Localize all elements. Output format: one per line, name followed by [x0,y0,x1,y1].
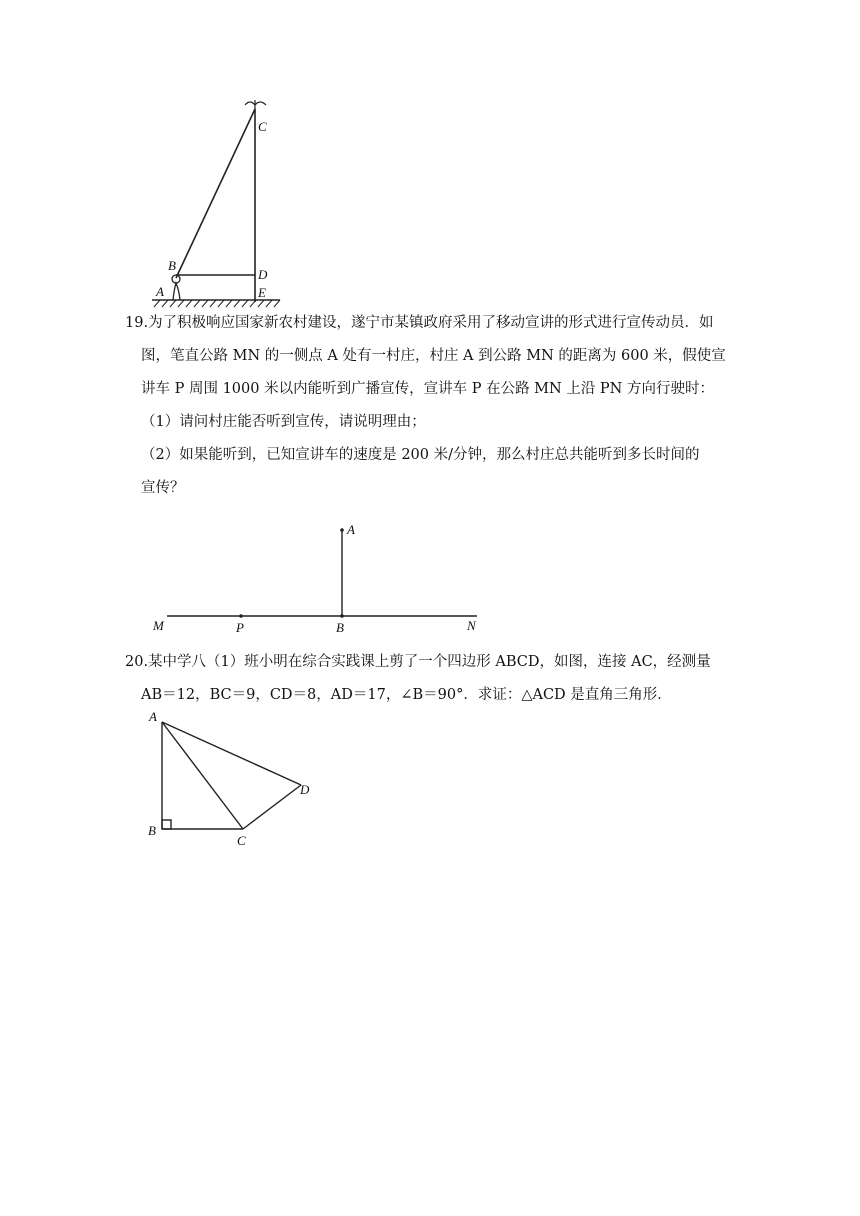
problem-20-line-2: AB＝12，BC＝9，CD＝8，AD＝17，∠B＝90°．求证：△ACD 是直角三角形． [141,687,672,703]
problem-19-q1: （1）请问村庄能否听到宣传，请说明理由； [141,414,426,430]
problem-19-line-1: 19.为了积极响应国家新农村建设，遂宁市某镇政府采用了移动宣讲的形式进行宣传动员．如 [125,315,714,331]
problem-20-number: 20. [125,654,149,670]
label-B: B [168,258,176,273]
figure-road-village [145,520,490,640]
label-B: B [148,823,156,838]
figure-pole-triangle [140,95,300,310]
label-D: D [258,267,268,282]
problem-20 [125,646,741,712]
problem-19-q2-line-2: 宣传？ [141,480,185,496]
problem-20-line-1: 20.某中学八（1）班小明在综合实践课上剪了一个四边形 ABCD，如图，连接 AC，经测量 [125,654,711,670]
problem-19-line-3: 讲车 P 周围 1000 米以内能听到广播宣传，宣讲车 P 在公路 MN 上沿 PN 方向行驶时： [141,381,714,397]
problem-19 [125,307,741,505]
label-E: E [258,285,266,300]
label-A: A [347,522,355,537]
problem-19-line-2: 图，笔直公路 MN 的一侧点 A 处有一村庄，村庄 A 到公路 MN 的距离为 600 米，假使宣 [141,348,726,364]
label-C: C [237,833,246,848]
label-C: C [258,119,267,134]
label-M: M [153,618,164,633]
problem-19-number: 19. [125,315,149,331]
label-D: D [300,782,310,797]
label-A: A [149,709,157,724]
label-N: N [467,618,476,633]
label-P: P [236,620,244,635]
label-A: A [156,284,164,299]
figure-quadrilateral [140,708,330,853]
label-B: B [336,620,344,635]
problem-19-q2-line-1: （2）如果能听到，已知宣讲车的速度是 200 米/分钟，那么村庄总共能听到多长时间的 [141,447,700,463]
